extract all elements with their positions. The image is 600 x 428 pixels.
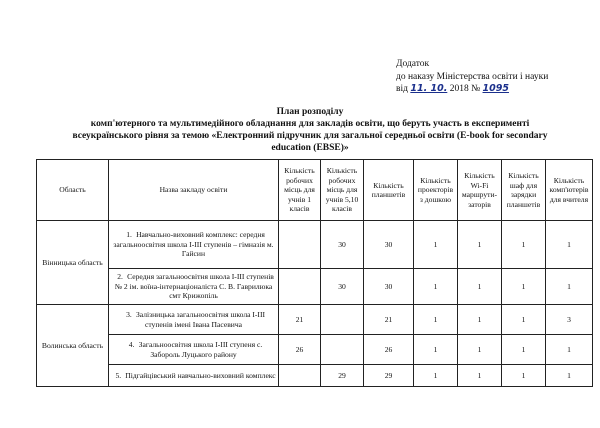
cell-projectors: 1 (414, 335, 458, 365)
header-wifi-routers: Кількість Wi-Fi маршрути-заторів (458, 160, 502, 221)
region-cell: Волинська область (37, 305, 109, 387)
cell-wifi: 1 (458, 269, 502, 305)
table-row (37, 335, 593, 365)
row-number: 5. (115, 370, 122, 380)
appendix-from: від (396, 84, 408, 94)
table-row (37, 221, 593, 269)
cell-teacher-pc: 1 (546, 221, 593, 269)
header-region: Область (37, 160, 109, 221)
cell-grade5-10: 29 (321, 365, 364, 387)
cell-projectors: 1 (414, 221, 458, 269)
table-row (37, 365, 593, 387)
cell-grade1: 26 (279, 335, 321, 365)
header-school: Назва закладу освіти (109, 160, 279, 221)
school-name: Загальноосвітня школа І-ІІІ ступеня с. Забороль Луцького району (138, 340, 263, 359)
cell-cabinets: 1 (502, 305, 546, 335)
table-row (37, 305, 593, 335)
cell-wifi: 1 (458, 335, 502, 365)
cell-projectors: 1 (414, 269, 458, 305)
cell-cabinets: 1 (502, 365, 546, 387)
table-row (37, 269, 593, 305)
distribution-table (36, 159, 593, 387)
row-number: 4. (128, 340, 135, 349)
document-title (40, 106, 580, 154)
cell-projectors: 1 (414, 305, 458, 335)
header-teacher-computers: Кількість комп'ютерів для вчителя (546, 160, 593, 221)
cell-wifi: 1 (458, 305, 502, 335)
cell-grade5-10 (321, 305, 364, 335)
appendix-block (396, 58, 548, 96)
header-projectors: Кількість проекторів з дошкою (414, 160, 458, 221)
cell-teacher-pc: 1 (546, 335, 593, 365)
cell-tablets: 30 (364, 221, 414, 269)
cell-projectors: 1 (414, 365, 458, 387)
row-number: 2. (117, 272, 123, 282)
header-charging-cabinets: Кількість шаф для зарядки планшетів (502, 160, 546, 221)
cell-tablets: 29 (364, 365, 414, 387)
title-line-1: План розподілу (276, 107, 344, 117)
appendix-year: 2018 № (449, 84, 481, 94)
handwritten-order-number: 1095 (482, 83, 509, 94)
cell-grade5-10: 30 (321, 269, 364, 305)
cell-grade1: 21 (279, 305, 321, 335)
appendix-line-2: до наказу Міністерства освіти і науки (396, 71, 549, 82)
cell-grade5-10 (321, 335, 364, 365)
cell-teacher-pc: 3 (546, 305, 593, 335)
appendix-line-3 (396, 83, 548, 96)
table-header-row (37, 160, 593, 221)
cell-cabinets: 1 (502, 335, 546, 365)
cell-teacher-pc: 1 (546, 365, 593, 387)
cell-teacher-pc: 1 (546, 269, 593, 305)
cell-wifi: 1 (458, 221, 502, 269)
row-number: 3. (126, 310, 132, 319)
title-line-2: комп'ютерного та мультимедійного обладнання для закладів освіти, що беруть участь в експерименті (90, 119, 530, 129)
school-cell (109, 335, 279, 365)
cell-grade1 (279, 221, 321, 269)
cell-grade1 (279, 269, 321, 305)
cell-wifi: 1 (458, 365, 502, 387)
header-workplaces-grade5-10: Кількість робочих місць для учнів 5,10 класів (321, 160, 364, 221)
header-workplaces-grade1: Кількість робочих місць для учнів 1 класів (279, 160, 321, 221)
title-line-4: education (EBSE)» (271, 143, 349, 153)
row-number: 1. (126, 230, 132, 240)
appendix-line-1: Додаток (396, 59, 430, 69)
school-name: Середня загальноосвітня школа І-ІІІ ступенів № 2 ім. воїна-інтернаціоналіста С. В. Гаврилюка смт Крижопіль (114, 272, 274, 301)
title-line-3: всеукраїнського рівня за темою «Електронний підручник для загальної середньої освіти (E-book for secondary (72, 131, 548, 141)
school-name: Навчально-виховний комплекс: середня загальноосвітня школа І-ІІІ ступенів – гімназія м. Гайсин (113, 230, 274, 259)
cell-cabinets: 1 (502, 269, 546, 305)
school-cell (109, 365, 279, 387)
cell-tablets: 26 (364, 335, 414, 365)
header-tablets: Кількість планшетів (364, 160, 414, 221)
cell-grade5-10: 30 (321, 221, 364, 269)
school-name: Підгайцівський навчально-виховний комплекс (125, 370, 276, 380)
school-name: Залізницька загальноосвітня школа І-ІІІ ступенів імені Івана Пасевича (135, 310, 266, 329)
school-cell (109, 221, 279, 269)
region-cell: Вінницька область (37, 221, 109, 305)
cell-tablets: 30 (364, 269, 414, 305)
handwritten-date: 11. 10. (410, 83, 448, 94)
school-cell (109, 269, 279, 305)
cell-tablets: 21 (364, 305, 414, 335)
school-cell (109, 305, 279, 335)
cell-grade1 (279, 365, 321, 387)
cell-cabinets: 1 (502, 221, 546, 269)
